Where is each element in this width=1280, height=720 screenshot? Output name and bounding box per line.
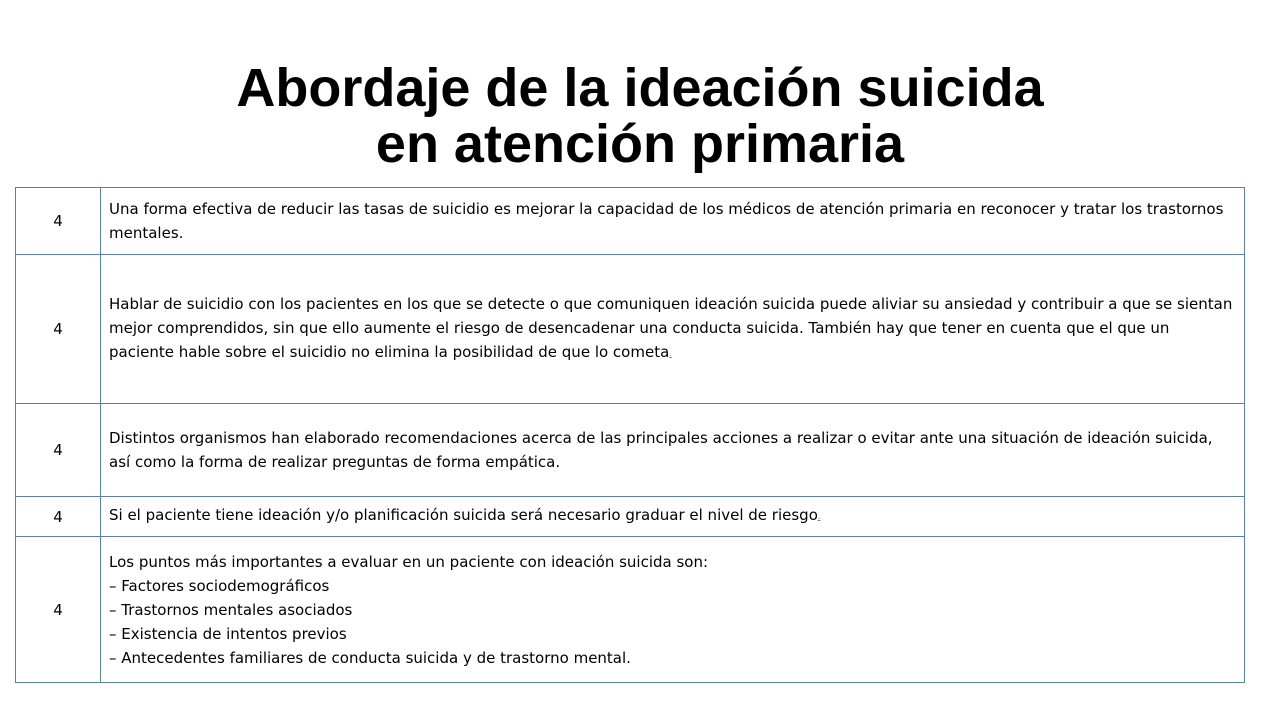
recommendation-intro: Los puntos más importantes a evaluar en un paciente con ideación suicida son: xyxy=(109,552,709,571)
table-row xyxy=(16,188,1245,255)
recommendation-text: Una forma efectiva de reducir las tasas de suicidio es mejorar la capacidad de los médicos de atención primaria en reconocer y tratar los trastornos mentales. xyxy=(101,188,1245,255)
reference-link[interactable]: . xyxy=(817,512,821,521)
evidence-level: 4 xyxy=(16,537,101,683)
recommendation-text: Hablar de suicidio con los pacientes en los que se detecte o que comuniquen ideación suicida puede aliviar su ansiedad y contribuir a que se sientan mejor comprendidos, sin que ello aumente el riesgo de desencadenar una conducta suicida. También hay que tener en cuenta que el que un paciente hable sobre el suicidio no elimina la posibilidad de que lo cometa xyxy=(109,294,1233,361)
list-item: – Trastornos mentales asociados xyxy=(109,600,353,619)
title-line-1: Abordaje de la ideación suicida xyxy=(236,58,1044,118)
slide-title xyxy=(0,60,1280,172)
recommendation-cell xyxy=(101,497,1245,537)
table-row xyxy=(16,404,1245,497)
table-row xyxy=(16,497,1245,537)
evidence-level: 4 xyxy=(16,255,101,404)
recommendation-cell xyxy=(101,255,1245,404)
recommendation-text: Si el paciente tiene ideación y/o planificación suicida será necesario graduar el nivel de riesgo xyxy=(109,506,818,524)
title-line-2: en atención primaria xyxy=(375,114,905,174)
evidence-level: 4 xyxy=(16,497,101,537)
table-row xyxy=(16,537,1245,683)
list-item: – Antecedentes familiares de conducta suicida y de trastorno mental. xyxy=(109,648,631,667)
evidence-level: 4 xyxy=(16,404,101,497)
evidence-level: 4 xyxy=(16,188,101,255)
list-item: – Existencia de intentos previos xyxy=(109,624,347,643)
list-item: – Factores sociodemográficos xyxy=(109,576,330,595)
table-row xyxy=(16,255,1245,404)
evidence-table xyxy=(15,187,1245,683)
recommendation-cell xyxy=(101,537,1245,683)
reference-link[interactable]: . xyxy=(669,348,672,358)
recommendation-text: Distintos organismos han elaborado recomendaciones acerca de las principales acciones a realizar o evitar ante una situación de ideación suicida, así como la forma de realizar preguntas de forma empática. xyxy=(101,404,1245,497)
